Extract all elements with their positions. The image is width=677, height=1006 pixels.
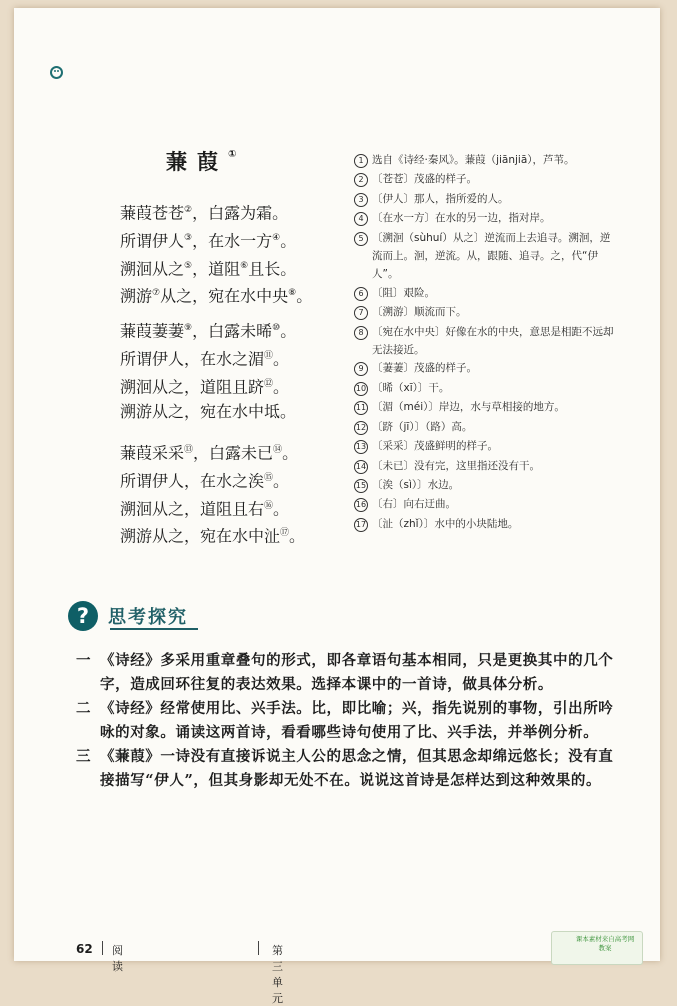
- footer-unit-label: 第三单元: [272, 944, 283, 1005]
- task-item: 二 《诗经》经常使用比、兴手法。比，即比喻；兴，指先说别的事物，引出所吟咏的对象。诵读这两首诗，看看哪些诗句使用了比、兴手法，并举例分析。: [76, 700, 614, 741]
- task-item: 一 《诗经》多采用重章叠句的形式，即各章语句基本相同，只是更换其中的几个字，造成回环往复的表达效果。选择本课中的一首诗，做具体分析。: [76, 652, 614, 693]
- poem-title-note-marker: ①: [228, 149, 237, 160]
- task-item: 三 《蒹葭》一诗没有直接诉说主人公的思念之情，但其思念却绵远悠长；没有直接描写“伊人”，但其身影却无处不在。说说这首诗是怎样达到这种效果的。: [76, 748, 614, 789]
- watermark-text: 课本素材来自高考网 教案: [575, 935, 635, 952]
- question-icon: ?: [68, 601, 98, 631]
- poem-line: 溯游从之，宛在水中沚⑰。: [120, 526, 306, 546]
- section-underline: [110, 628, 198, 630]
- poem-line: 溯洄从之，道阻且右⑯。: [120, 498, 290, 518]
- page-number: 62: [76, 942, 93, 956]
- footer-divider: [258, 941, 259, 955]
- footer-section-label: 阅读: [112, 944, 127, 973]
- stanza-2: [120, 316, 296, 425]
- footnote: 2 〔苍苍〕茂盛的样子。: [354, 170, 614, 189]
- footnote: 10 〔晞（xī）〕干。: [355, 381, 450, 394]
- footnote: 13 〔采采〕茂盛鲜明的样子。: [355, 440, 498, 453]
- poem-title-text: 蒹葭: [166, 150, 228, 174]
- section-title: 思考探究: [108, 607, 188, 628]
- footnote: 3 〔伊人〕那人，指所爱的人。: [354, 190, 614, 209]
- poem-line: 所谓伊人，在水之涘⑮。: [120, 471, 290, 491]
- stanza-1: [120, 198, 312, 309]
- watermark-stamp: [551, 931, 643, 965]
- footnote: 4 〔在水一方〕在水的另一边，指对岸。: [354, 209, 614, 228]
- poem-line: 溯洄从之，道阻且跻⑫。: [120, 376, 290, 396]
- footnote: 12 〔跻（jī）〕（路）高。: [355, 420, 473, 433]
- task-list: [76, 649, 622, 793]
- poem-line: 溯洄从之⑤，道阻⑥且长。: [120, 258, 297, 278]
- poem-line: 蒹葭采采⑬，白露未已⑭。: [120, 443, 299, 463]
- footnote: 9 〔萋萋〕茂盛的样子。: [354, 359, 614, 378]
- stanza-3: [120, 438, 305, 549]
- footnote: 6 〔阻〕艰险。: [354, 284, 614, 303]
- poem-line: 所谓伊人③，在水一方④。: [120, 231, 297, 251]
- footnote: 15 〔涘（sì）〕水边。: [355, 478, 460, 491]
- poem-line: 溯游从之，宛在水中坻。: [120, 402, 297, 422]
- poem-line: 所谓伊人，在水之湄⑪。: [120, 349, 290, 369]
- poem-line: 蒹葭苍苍②，白露为霜。: [120, 203, 289, 223]
- footnote: 17 〔沚（zhǐ）〕水中的小块陆地。: [355, 517, 519, 530]
- footnote: 14 〔未已〕没有完，这里指还没有干。: [355, 459, 540, 472]
- footnote: 8 〔宛在水中央〕好像在水的中央，意思是相距不远却无法接近。: [354, 323, 614, 360]
- footnote: 11 〔湄（méi）〕岸边，水与草相接的地方。: [355, 401, 565, 414]
- footnote: 16 〔右〕向右迂曲。: [355, 498, 456, 511]
- poem-line: 溯游⑦从之，宛在水中央⑧。: [120, 286, 313, 306]
- footnote: 7 〔溯游〕顺流而下。: [354, 303, 614, 322]
- poem-line: 蒹葭萋萋⑨，白露未晞⑩。: [120, 321, 297, 341]
- footnotes: [354, 151, 614, 534]
- section-header: [68, 601, 188, 631]
- poem-title: [166, 146, 236, 176]
- footer-divider: [102, 941, 103, 955]
- smiley-icon: [50, 66, 63, 79]
- textbook-page: [14, 8, 660, 1005]
- footnote: 1 选自《诗经·秦风》。蒹葭（jiānjiā），芦苇。: [354, 151, 614, 170]
- footnote: 5 〔溯洄（sùhuí）从之〕逆流而上去追寻。溯洄，逆流而上。洄，逆流。从，跟随、追寻。之，代“伊人”。: [354, 229, 614, 284]
